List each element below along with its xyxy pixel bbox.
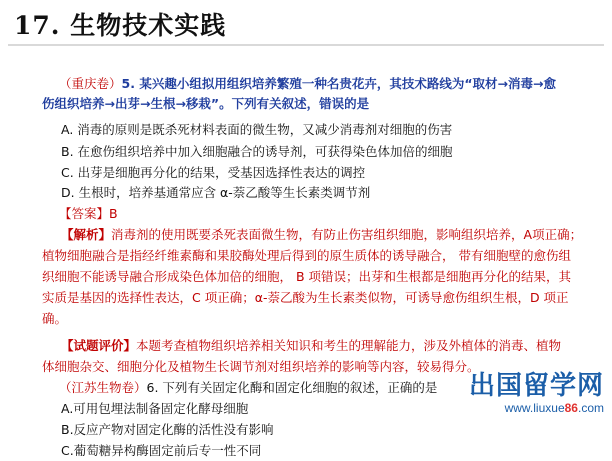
watermark-url-prefix: www.liuxue: [504, 401, 565, 415]
watermark-brand: 出国留学网: [468, 371, 604, 401]
question-2-stem: [59, 378, 437, 398]
evaluation-text-1: 本题考查植物组织培养相关知识和考生的理解能力，涉及外植体的消毒、植物: [136, 338, 562, 353]
analysis-line-2: 植物细胞融合是指经纤维素酶和果胶酶处理后得到的原生质体的诱导融合， 带有细胞壁的愈伤组: [42, 248, 571, 263]
question-1-source: （重庆卷）: [59, 76, 122, 91]
question-2-option-c: C.葡萄糖异构酶固定前后专一性不同: [61, 443, 262, 458]
evaluation-label: 【试题评价】: [61, 338, 137, 353]
question-2-option-a: A.可用包埋法制备固定化酵母细胞: [61, 401, 249, 416]
question-2-option-b: B.反应产物对固定化酶的活性没有影响: [61, 422, 274, 437]
evaluation-line-1: [61, 336, 561, 356]
watermark-url: [436, 401, 604, 415]
question-2-source: （江苏生物卷）: [59, 380, 147, 395]
watermark-url-highlight: 86: [564, 401, 578, 415]
question-1-option-b: B. 在愈伤组织培养中加入细胞融合的诱导剂，可获得染色体加倍的细胞: [61, 144, 453, 159]
question-1-option-c: C. 出芽是细胞再分化的结果，受基因选择性表达的调控: [61, 165, 366, 180]
analysis-label: 【解析】: [61, 227, 112, 242]
question-1-stem-line-2: 伤组织培养→出芽→生根→移栽”。下列有关叙述，错误的是: [42, 96, 370, 111]
heading-divider: [8, 44, 604, 46]
question-1-stem-line-1: [59, 74, 556, 94]
question-2-stem-text: 6. 下列有关固定化酶和固定化细胞的叙述，正确的是: [146, 380, 438, 395]
analysis-line-1: [61, 225, 582, 245]
question-1-option-a: A. 消毒的原则是既杀死材料表面的微生物，又减少消毒剂对细胞的伤害: [61, 122, 453, 137]
evaluation-line-2: 体细胞杂交、细胞分化及植物生长调节剂对组织培养的影响等内容，较易得分。: [42, 359, 480, 374]
question-1-answer: [59, 204, 118, 224]
question-1-stem-text-1: 5. 某兴趣小组拟用组织培养繁殖一种名贵花卉，其技术路线为“取材→消毒→愈: [121, 76, 556, 91]
answer-label: 【答案】: [59, 206, 110, 221]
watermark-url-suffix: .com: [577, 401, 604, 415]
question-1-option-d: D. 生根时，培养基通常应含 α-萘乙酸等生长素类调节剂: [61, 185, 371, 200]
analysis-line-3: 织细胞不能诱导融合形成染色体加倍的细胞， B 项错误；出芽和生根都是细胞再分化的结果，其: [42, 269, 572, 284]
analysis-line-4: 实质是基因的选择性表达，C 项正确；α-萘乙酸为生长素类似物，可诱导愈伤组织生根，D 项正: [42, 290, 569, 305]
analysis-text-1: 消毒剂的使用既要杀死表面微生物，有防止伤害组织细胞，影响组织培养，A项正确；: [111, 227, 583, 242]
section-heading: 17. 生物技术实践: [14, 11, 227, 40]
analysis-line-5: 确。: [42, 311, 68, 326]
answer-value: B: [109, 206, 118, 221]
site-watermark: [436, 371, 604, 423]
